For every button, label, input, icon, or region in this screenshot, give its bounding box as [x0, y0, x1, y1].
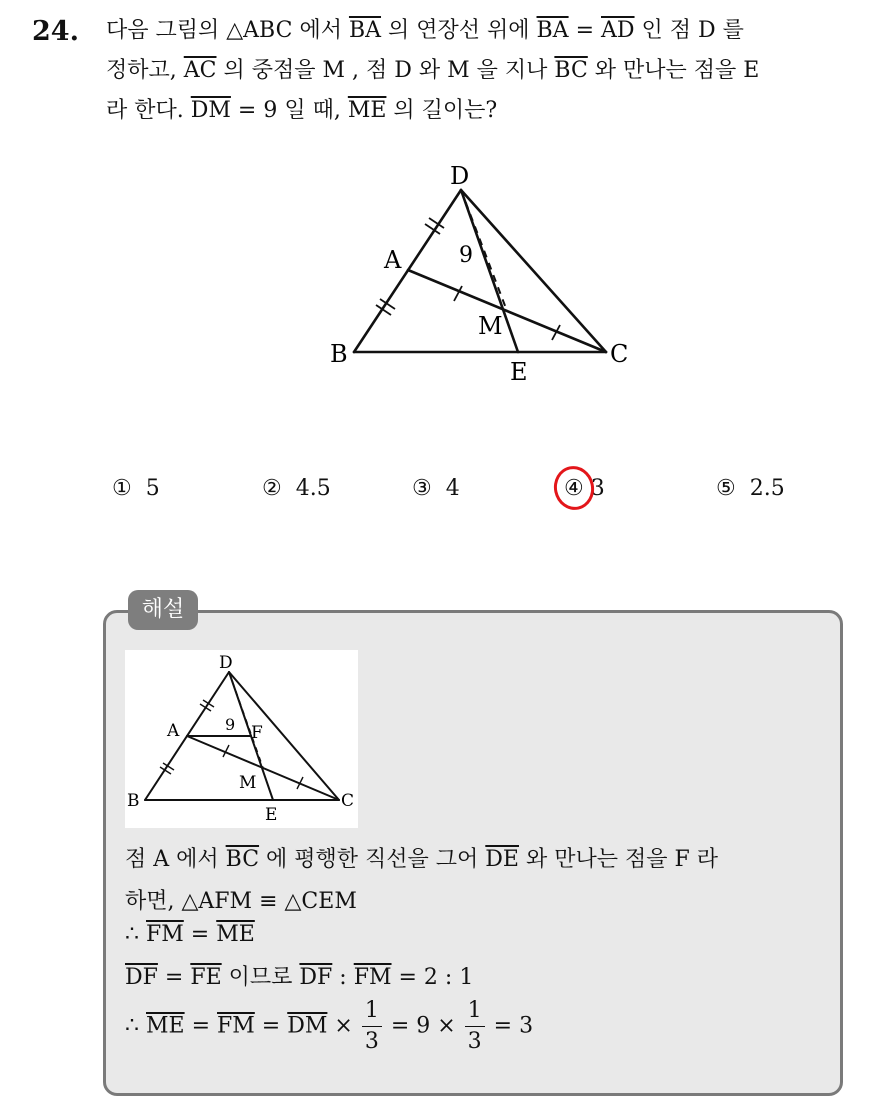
- q3-segment-1: $\overline{DM}$: [190, 98, 231, 123]
- sol-label-f: F: [251, 723, 263, 743]
- choice-2[interactable]: [262, 476, 331, 501]
- s3-text-2: =: [183, 922, 217, 947]
- q2-text-1: 정하고,: [106, 58, 184, 83]
- choice-4-mark: ④: [564, 476, 584, 501]
- label-c: C: [610, 340, 629, 368]
- fraction-1-numerator: 1: [362, 1000, 382, 1027]
- s3-segment-2: $\overline{ME}$: [216, 922, 255, 947]
- s5-text-1: ∴: [125, 1013, 146, 1039]
- solution-line-4: [125, 960, 473, 991]
- s4-text-1: =: [157, 965, 191, 990]
- choice-1-mark: ①: [112, 476, 132, 501]
- s5-segment-1: $\overline{ME}$: [146, 1013, 185, 1039]
- s5-segment-2: $\overline{FM}$: [217, 1013, 255, 1039]
- sol-label-a: A: [167, 721, 180, 741]
- s4-text-2: 이므로: [221, 965, 300, 990]
- choice-3-value: 4: [445, 476, 460, 501]
- q1-segment-3: $\overline{AD}$: [601, 18, 635, 43]
- q1-segment-1: $\overline{BA}$: [348, 18, 382, 43]
- s3-text-1: ∴: [125, 922, 146, 947]
- s3-segment-1: $\overline{FM}$: [146, 922, 184, 947]
- label-nine: 9: [459, 243, 473, 268]
- s4-segment-4: $\overline{FM}$: [353, 965, 392, 990]
- solution-line-2: [125, 884, 357, 915]
- choice-3[interactable]: [412, 476, 460, 501]
- choice-5-value: 2.5: [749, 476, 785, 501]
- q1-text-3: =: [568, 18, 601, 43]
- q1-text-4: 인 점 D 를: [634, 18, 744, 43]
- q1-text-2: 의 연장선 위에: [381, 18, 537, 43]
- s4-segment-3: $\overline{DF}$: [299, 965, 333, 990]
- q3-text-3: 의 길이는?: [386, 98, 498, 123]
- label-b: B: [330, 340, 348, 368]
- choice-1-value: 5: [145, 476, 160, 501]
- label-d: D: [450, 162, 470, 190]
- choice-1[interactable]: [112, 476, 160, 501]
- fraction-1: [362, 1000, 382, 1053]
- s1-text-3: 와 만나는 점을 F 라: [519, 847, 718, 872]
- s1-segment-1: $\overline{BC}$: [225, 847, 260, 872]
- solution-tag: 해설: [128, 590, 198, 630]
- fraction-2-denominator: 3: [467, 1029, 482, 1054]
- q2-text-3: 와 만나는 점을 E: [587, 58, 760, 83]
- s4-text-4: = 2 : 1: [391, 965, 474, 990]
- choice-5-mark: ⑤: [716, 476, 736, 501]
- question-line-2: [106, 54, 759, 88]
- choice-2-value: 4.5: [295, 476, 331, 501]
- q3-segment-2: $\overline{ME}$: [347, 98, 387, 123]
- solution-line-1: [125, 842, 718, 873]
- q1-text-1: 다음 그림의 △ABC 에서: [106, 18, 349, 43]
- choice-4-value: 3: [590, 476, 605, 501]
- q3-text-1: 라 한다.: [106, 98, 191, 123]
- label-e: E: [510, 358, 528, 386]
- fraction-1-denominator: 3: [364, 1029, 379, 1054]
- s5-text-2: =: [184, 1013, 218, 1039]
- s5-segment-3: $\overline{DM}$: [287, 1013, 328, 1039]
- sol-label-d: D: [219, 653, 233, 673]
- question-line-1: [106, 14, 744, 48]
- s1-segment-2: $\overline{DE}$: [485, 847, 519, 872]
- s1-text-2: 에 평행한 직선을 그어: [259, 847, 486, 872]
- q2-segment-1: $\overline{AC}$: [183, 58, 217, 83]
- s5-text-4: ×: [327, 1013, 360, 1039]
- question-line-3: [106, 94, 497, 128]
- answer-choices: [0, 476, 884, 516]
- s5-text-5: = 9 ×: [383, 1013, 463, 1039]
- s4-text-3: :: [332, 965, 354, 990]
- s2-text-1: 하면, △AFM ≡ △CEM: [125, 889, 357, 914]
- fraction-2-numerator: 1: [465, 1000, 485, 1027]
- fraction-2: [465, 1000, 485, 1053]
- s1-text-1: 점 A 에서: [125, 847, 226, 872]
- sol-label-nine: 9: [225, 715, 236, 734]
- choice-5[interactable]: [716, 476, 785, 501]
- choice-2-mark: ②: [262, 476, 282, 501]
- choice-3-mark: ③: [412, 476, 432, 501]
- s5-text-6: = 3: [486, 1013, 534, 1039]
- solution-line-3: [125, 922, 255, 947]
- q3-text-2: = 9 일 때,: [230, 98, 348, 123]
- s4-segment-2: $\overline{FE}$: [190, 965, 222, 990]
- label-a: A: [384, 246, 402, 274]
- question-number: 24.: [32, 16, 79, 47]
- triangle-figure: [320, 150, 650, 390]
- sol-label-e: E: [265, 805, 278, 825]
- solution-line-5: [125, 1000, 533, 1053]
- q2-text-2: 의 중점을 M , 점 D 와 M 을 지나: [216, 58, 555, 83]
- s5-text-3: =: [254, 1013, 288, 1039]
- q2-segment-2: $\overline{BC}$: [554, 58, 588, 83]
- sol-label-m: M: [239, 773, 257, 793]
- sol-label-b: B: [127, 791, 140, 811]
- sol-label-c: C: [341, 791, 355, 811]
- q1-segment-2: $\overline{BA}$: [536, 18, 569, 43]
- s4-segment-1: $\overline{DF}$: [125, 965, 158, 990]
- solution-figure: [125, 650, 358, 828]
- label-m: M: [478, 312, 503, 340]
